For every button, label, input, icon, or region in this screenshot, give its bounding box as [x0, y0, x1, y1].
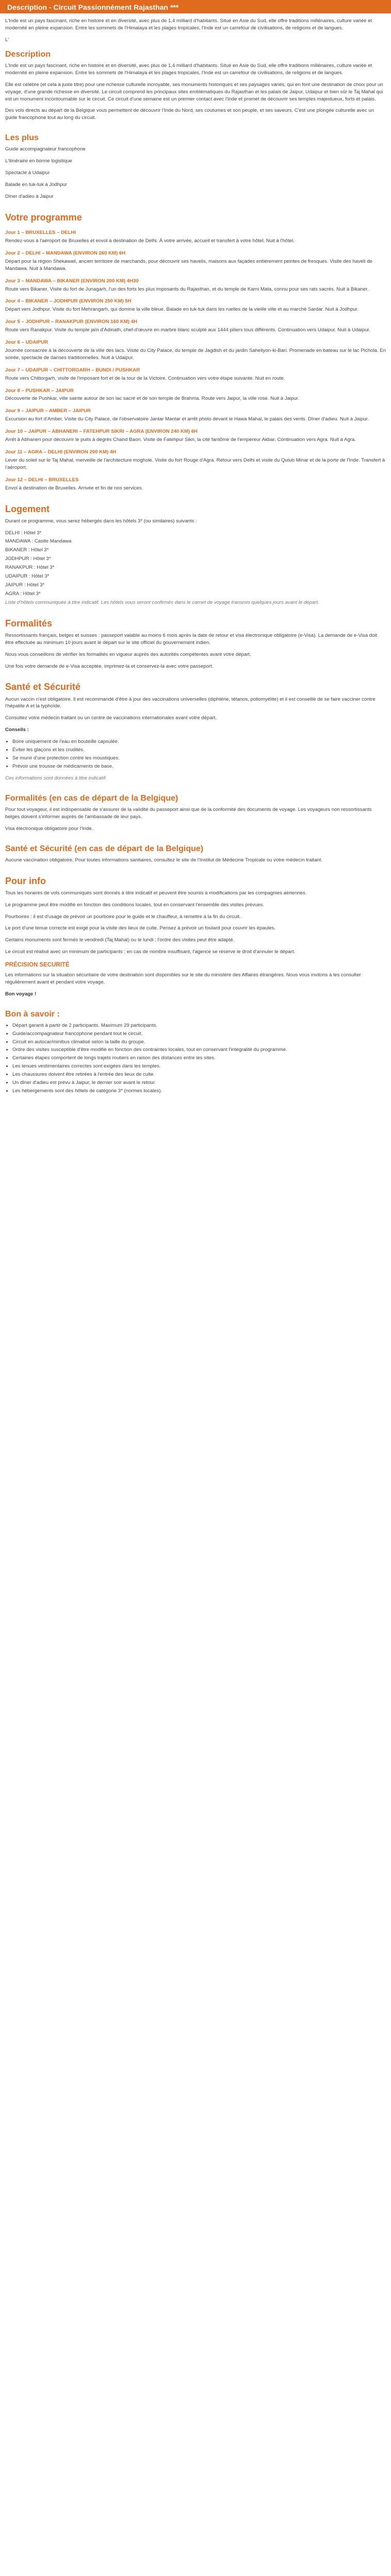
intro-paragraph-2: L' — [5, 37, 9, 43]
bon-savoir-item: • Ordre des visites susceptible d'être modifié en fonction des contraintes locales, tout en conservant l'intégralité du programme. — [12, 1046, 386, 1054]
bon-savoir-item: • Un dîner d'adieu est prévu à Jaipur, le dernier soir avant le retour. — [12, 1079, 386, 1087]
info-paragraph: Le port d'une tenue correcte est exigé pour la visite des lieux de culte. Pensez à prévoir un foulard pour couvrir les épaules. — [5, 925, 275, 931]
description-paragraph: L'Inde est un pays fascinant, riche en histoire et en diversité, avec plus de 1,4 milliard d'habitants. Situé en Asie du Sud, elle offre traditions millénaires, culture variée et modernité en pleine expansion. Entre les sommets de l'Himalaya et les plages tropicales, l'Inde est un carrefour de civilisations, de religions et de langues. — [5, 62, 372, 76]
formalites-paragraph: Ressortissants français, belges et suisses : passeport valable au moins 6 mois après la date de retour et visa électronique obligatoire (e-Visa). La demande de e-Visa doit être effectuée au minimum 10 jours avant le départ sur le site officiel du gouvernement indien. — [5, 632, 378, 646]
plus-item: Guide accompagnateur francophone — [5, 146, 86, 152]
hotel-item: JAIPUR : Hôtel 3* — [5, 582, 45, 588]
hotel-item: RANAKPUR : Hôtel 3* — [5, 565, 55, 571]
day-description: Départ vers Jodhpur. Visite du fort Mehrangarh, qui domine la ville bleue. Balade en tuk-tuk dans les ruelles de la vieille ville et au marché Sardar. Nuit à Jodhpur. — [5, 307, 359, 313]
day-title: Jour 9 – JAIPUR – AMBER – JAIPUR — [5, 408, 91, 414]
formalites-title: Formalités — [5, 618, 53, 629]
description-paragraph: Elle est célèbre (et cela à juste titre) pour une richesse culturelle incroyable, ses monuments historiques et ses paysages variés, qui en font une destination de choix pour un voyage, d'une grande richesse en diversité. Le circuit comprend les principaux sites emblématiques du Rajasthan et les palais de Jaipur, Udaipur et bien sûr le Taj Mahal qui est un monument incontournable sur le circuit. Ce circuit d'une semaine est un premier contact avec l'Inde et promet de découvrir ses temples majestueux, forts et palais. — [5, 81, 383, 102]
bon-savoir-title: Bon à savoir : — [5, 1009, 60, 1019]
logement-title: Logement — [5, 503, 50, 514]
plus-item: Balade en tuk-tuk à Jodhpur — [5, 182, 68, 188]
bon-savoir-list — [5, 1022, 386, 1095]
formalites-be-paragraph: Visa électronique obligatoire pour l'Inde. — [5, 825, 93, 832]
day-description: Rendez-vous à l'aéroport de Bruxelles et envol à destination de Delhi. À votre arrivée, accueil et transfert à votre hôtel. Nuit à l'hôtel. — [5, 238, 295, 244]
day-title: Jour 1 – BRUXELLES – DELHI — [5, 230, 76, 236]
day-title: Jour 6 – UDAIPUR — [5, 340, 48, 346]
hotel-item: AGRA : Hôtel 3* — [5, 590, 41, 597]
day-description: Journée consacrée à la découverte de la ville des lacs. Visite du City Palace, du temple de Jagdish et du jardin Saheliyon-ki-Bari. Promenade en bateau sur le lac Pichola. En soirée, spectacle de danses traditionnelles. Nuit à Udaipur. — [5, 347, 386, 361]
hotel-item: BIKANER : Hôtel 3* — [5, 547, 49, 553]
precision-paragraph: Les informations sur la situation sécuritaire de votre destination sont disponibles sur le site du ministère des Affaires étrangères. Nous vous invitons à les consulter régulièrement avant et pendant votre voyage. — [5, 972, 361, 985]
day-title: Jour 12 – DELHI – BRUXELLES — [5, 477, 79, 483]
sante-list-item: • Boire uniquement de l'eau en bouteille capsulée. — [12, 738, 386, 745]
info-paragraphs — [5, 890, 386, 956]
page — [0, 0, 391, 1107]
info-paragraph: Tous les horaires de vols communiqués sont donnés à titre indicatif et peuvent être soumis à modifications par les compagnies aériennes. — [5, 890, 307, 896]
programme-title: Votre programme — [5, 212, 82, 223]
info-paragraph: Le circuit est réalisé avec un minimum de participants ; en cas de nombre insuffisant, l'agence se réserve le droit d'annuler le départ. — [5, 949, 296, 955]
hotel-item: MANDAWA : Castle Mandawa — [5, 538, 72, 545]
day-title: Jour 2 – DELHI – MANDAWA (ENVIRON 260 KM) 6H — [5, 250, 126, 256]
sante-list-item: • Éviter les glaçons et les crudités. — [12, 747, 386, 754]
info-paragraph: Le programme peut être modifié en fonction des conditions locales, tout en conservant l'ensemble des visites prévues. — [5, 902, 265, 908]
formalites-be-paragraph: Pour tout voyageur, il est indispensable de s'assurer de la validité du passeport ainsi que de la conformité des documents de voyage. Les voyageurs non ressortissants belges doivent s'informer auprès de l'ambassade de leur pays. — [5, 806, 372, 820]
hotel-item: DELHI : Hôtel 3* — [5, 530, 42, 536]
day-description: Envol à destination de Bruxelles. Arrivée et fin de nos services. — [5, 485, 143, 491]
sante-title: Santé et Sécurité — [5, 682, 81, 692]
day-description: Découverte de Pushkar, ville sainte autour de son lac sacré et de son temple de Brahma. Route vers Jaipur, la ville rose. Nuit à Jaipur. — [5, 396, 300, 402]
day-title: Jour 5 – JODHPUR – RANAKPUR (ENVIRON 160 KM) 4H — [5, 319, 137, 325]
intro-paragraph: L'Inde est un pays fascinant, riche en histoire et en diversité, avec plus de 1,4 milliard d'habitants. Situé en Asie du Sud, elle offre traditions millénaires, culture variée et modernité en pleine expansion. Entre les sommets de l'Himalaya et les plages tropicales, l'Inde est un carrefour de civilisations, de religions et de langues. — [5, 18, 372, 31]
sante-paragraph: Consultez votre médecin traitant ou un centre de vaccinations internationales avant votre départ. — [5, 715, 217, 721]
day-description: Départ pour la région Shekawati, ancien territoire de marchands, pour découvrir ses havelis, maisons aux façades entièrement peintes de fresques. Visite des haveli de Mandawa. Nuit à Mandawa. — [5, 258, 372, 272]
info-title: Pour info — [5, 875, 46, 886]
description-title: Description — [5, 49, 51, 59]
day-title: Jour 3 – MANDAWA – BIKANER (ENVIRON 200 KM) 4H30 — [5, 278, 139, 284]
day-title: Jour 4 – BIKANER – JODHPUR (ENVIRON 250 KM) 5H — [5, 298, 132, 304]
sante-list-title: Conseils : — [5, 727, 29, 733]
precision-title: PRÉCISION SECURITÉ — [5, 962, 70, 969]
info-paragraph: Certains monuments sont fermés le vendredi (Taj Mahal) ou le lundi ; l'ordre des visites peut être adapté. — [5, 937, 235, 943]
sante-list-item: • Se munir d'une protection contre les moustiques. — [12, 755, 386, 762]
logement-intro: Durant ce programme, vous serez hébergés dans les hôtels 3* (ou similaires) suivants : — [5, 518, 197, 524]
hotel-list — [5, 530, 386, 598]
day-description: Arrêt à Abhaneri pour découvrir le puits à degrés Chand Baori. Visite de Fatehpur Sikri, la cité fantôme de l'empereur Akbar. Continuation vers Agra. Nuit à Agra. — [5, 437, 356, 443]
bon-savoir-item: • Les tenues vestimentaires correctes sont exigées dans les temples. — [12, 1063, 386, 1070]
bon-savoir-item: • Guide/accompagnateur francophone pendant tout le circuit. — [12, 1030, 386, 1038]
formalites-paragraph: Nous vous conseillons de vérifier les formalités en vigueur auprès des autorités compétentes avant votre départ. — [5, 651, 251, 657]
day-description: Route vers Ranakpur. Visite du temple jaïn d'Adinath, chef-d'œuvre en marbre blanc sculpté aux 1444 piliers tous différents. Continuation vers Udaipur. Nuit à Udaipur. — [5, 327, 370, 333]
sante-footer: Ces informations sont données à titre indicatif. — [5, 775, 107, 781]
day-description: Route vers Bikaner. Visite du fort de Junagarh, l'un des forts les plus imposants du Rajasthan, et du temple de Karni Mata, connu pour ses rats sacrés. Nuit à Bikaner. — [5, 286, 369, 292]
day-title: Jour 8 – PUSHKAR – JAIPUR — [5, 387, 74, 394]
day-title: Jour 11 – AGRA – DELHI (ENVIRON 200 KM) 4H — [5, 449, 117, 455]
sante-list — [5, 738, 386, 770]
hotel-item: JODHPUR : Hôtel 3* — [5, 556, 51, 562]
day-description: Route vers Chittorgarh, visite de l'imposant fort et de la tour de la Victoire. Continuation vers votre étape suivante. Nuit en route. — [5, 375, 285, 381]
sante-be-paragraph: Aucune vaccination obligatoire. Pour toutes informations sanitaires, consultez le site de l'Institut de Médecine Tropicale ou votre médecin traitant. — [5, 857, 323, 863]
logement-note: Liste d'hôtels communiquée à titre indicatif. Les hôtels vous seront confirmés dans le carnet de voyage transmis quelques jours avant le départ. — [5, 599, 319, 605]
day-title: Jour 7 – UDAIPUR – CHITTORGARH – BUNDI / PUSHKAR — [5, 367, 140, 373]
bon-savoir-item: • Certaines étapes comportent de longs trajets routiers en raison des distances entre les sites. — [12, 1055, 386, 1062]
main-content — [0, 13, 391, 1107]
bon-savoir-item: • Les chaussures doivent être retirées à l'entrée des lieux de culte. — [12, 1071, 386, 1078]
day-description: Lever du soleil sur le Taj Mahal, merveille de l'architecture moghole. Visite du fort Rouge d'Agra. Retour vers Delhi et visite du Qutub Minar et de la porte de l'Inde. Transfert à l'aéroport. — [5, 457, 385, 470]
bon-savoir-item: • Départ garanti à partir de 2 participants. Maximum 29 participants. — [12, 1022, 386, 1029]
plus-item: Spectacle à Udaipur — [5, 170, 50, 176]
day-title: Jour 10 – JAIPUR – ABHANERI – FATEHPUR SIKRI – AGRA (ENVIRON 240 KM) 6H — [5, 429, 198, 435]
hotel-item: UDAIPUR : Hôtel 3* — [5, 573, 50, 580]
day-description: Excursion au fort d'Amber. Visite du City Palace, de l'observatoire Jantar Mantar et arrêt photo devant le Hawa Mahal, le palais des vents. Dîner d'adieu. Nuit à Jaipur. — [5, 416, 369, 422]
plus-item: Dîner d'adieu à Jaipur — [5, 194, 54, 200]
sante-list-item: • Prévoir une trousse de médicaments de base. — [12, 763, 386, 770]
bon-savoir-item: • Circuit en autocar/minibus climatisé selon la taille du groupe. — [12, 1039, 386, 1046]
closing-text: Bon voyage ! — [5, 991, 37, 997]
sante-be-title: Santé et Sécurité (en cas de départ de la Belgique) — [5, 844, 204, 853]
plus-item: L'itinéraire en bonne logistique — [5, 158, 72, 164]
sante-paragraph: Aucun vaccin n'est obligatoire. Il est recommandé d'être à jour des vaccinations universelles (diphtérie, tétanos, poliomyélite) et il est conseillé de se faire vacciner contre l'hépatite A et la typhoïde. — [5, 696, 376, 709]
programme-days — [5, 229, 386, 492]
description-paragraph: Des vols directs au départ de la Belgique vous permettent de découvrir l'Inde du Nord, ses coutumes et son peuple, et ses saveurs. C'est une plongée culturelle avec un guide francophone tout au long du circuit. — [5, 108, 374, 121]
page-banner: Description - Circuit Passionnément Rajasthan *** — [0, 0, 391, 13]
formalites-be-title: Formalités (en cas de départ de la Belgique) — [5, 793, 178, 803]
plus-title: Les plus — [5, 133, 39, 143]
bon-savoir-item: • Les hébergements sont des hôtels de catégorie 3* (normes locales). — [12, 1088, 386, 1095]
info-paragraph: Pourboires : il est d'usage de prévoir un pourboire pour le guide et le chauffeur, à remettre à la fin du circuit. — [5, 913, 241, 920]
formalites-paragraph: Une fois votre demande de e-Visa acceptée, imprimez-la et conservez-la avec votre passeport. — [5, 663, 214, 669]
